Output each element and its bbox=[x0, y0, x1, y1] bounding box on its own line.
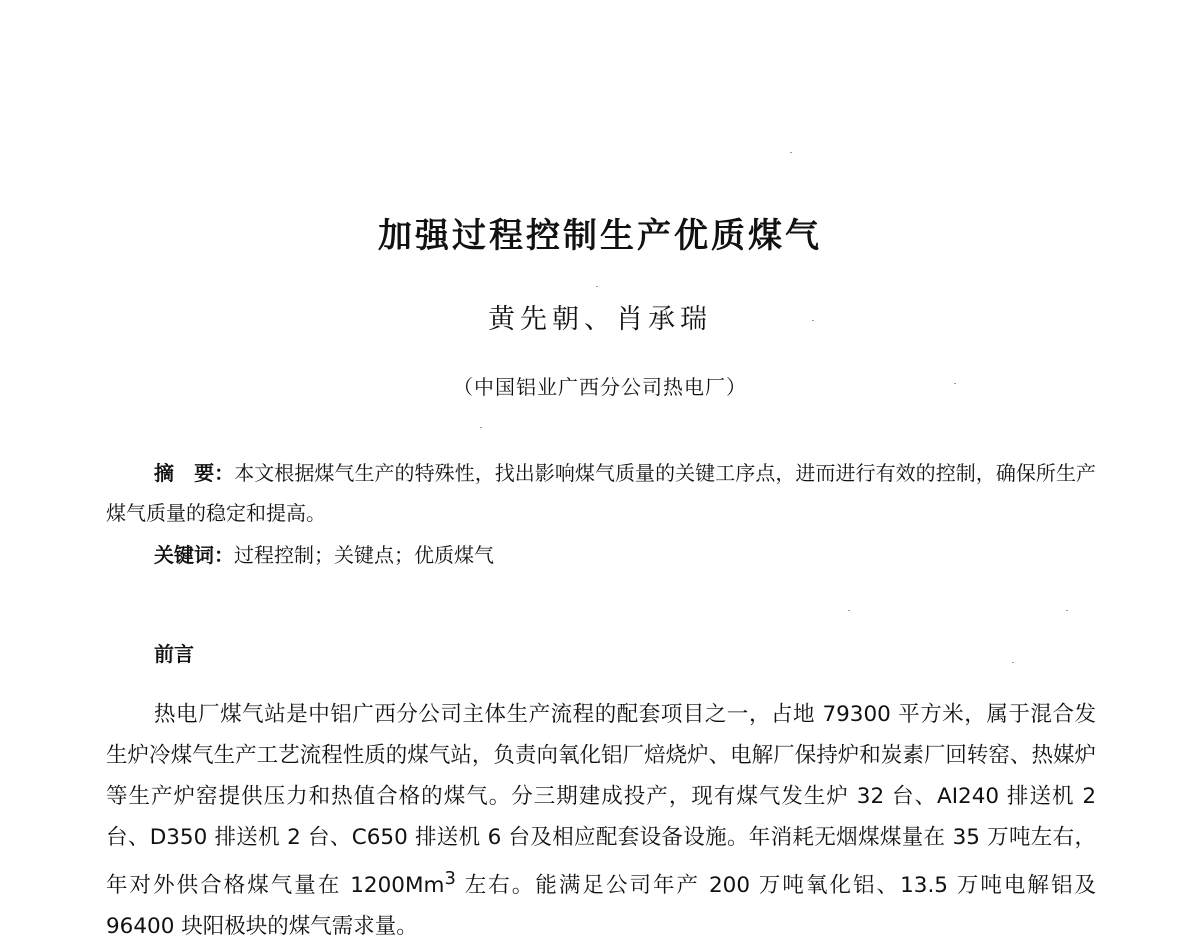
scan-speck bbox=[812, 320, 814, 321]
keywords-text: 过程控制；关键点；优质煤气 bbox=[234, 543, 494, 567]
article-affiliation: （中国铝业广西分公司热电厂） bbox=[453, 375, 747, 399]
article-authors: 黄先朝、肖承瑞 bbox=[488, 304, 712, 335]
scan-speck bbox=[1066, 610, 1068, 611]
keywords bbox=[154, 535, 1094, 575]
article-title: 加强过程控制生产优质煤气 bbox=[378, 216, 822, 256]
body-paragraph-part1: 热电厂煤气站是中铝广西分公司主体生产流程的配套项目之一，占地 79300 平方米，属于混合发生炉冷煤气生产工艺流程性质的煤气站，负责向氧化铝厂焙烧炉、电解厂保持炉和炭素厂回转窑、热媒炉等生产炉窑提供压力和热值合格的煤气。分三期建成投产，现有煤气发生炉 32 台、AI240 排送机 2 台、D350 排送机 2 台、C650 排送机 6 台及相应配套设备设施。年消耗无烟煤煤量在 35 万吨左右，年对外供合格煤气量在 1200Mm bbox=[106, 702, 1096, 899]
scan-speck bbox=[848, 610, 850, 611]
scan-speck bbox=[596, 286, 598, 287]
scan-speck bbox=[790, 152, 792, 153]
body-paragraph-part2: 左右。能满足公司年产 200 万吨氧化铝、13.5 万吨电解铝及 96400 块阳极块的煤气需求量。 bbox=[106, 873, 1097, 940]
section-heading: 前言 bbox=[154, 642, 194, 666]
scan-speck bbox=[1012, 662, 1014, 663]
body-paragraph bbox=[106, 694, 1096, 947]
cubic-superscript: 3 bbox=[444, 868, 456, 889]
scan-speck bbox=[480, 427, 482, 428]
abstract-text: 本文根据煤气生产的特殊性，找出影响煤气质量的关键工序点，进而进行有效的控制，确保所生产煤气质量的稳定和提高。 bbox=[106, 461, 1097, 525]
abstract-label: 摘 要： bbox=[154, 461, 235, 485]
keywords-label: 关键词： bbox=[154, 543, 234, 567]
scan-speck bbox=[954, 383, 956, 384]
abstract bbox=[106, 453, 1096, 533]
